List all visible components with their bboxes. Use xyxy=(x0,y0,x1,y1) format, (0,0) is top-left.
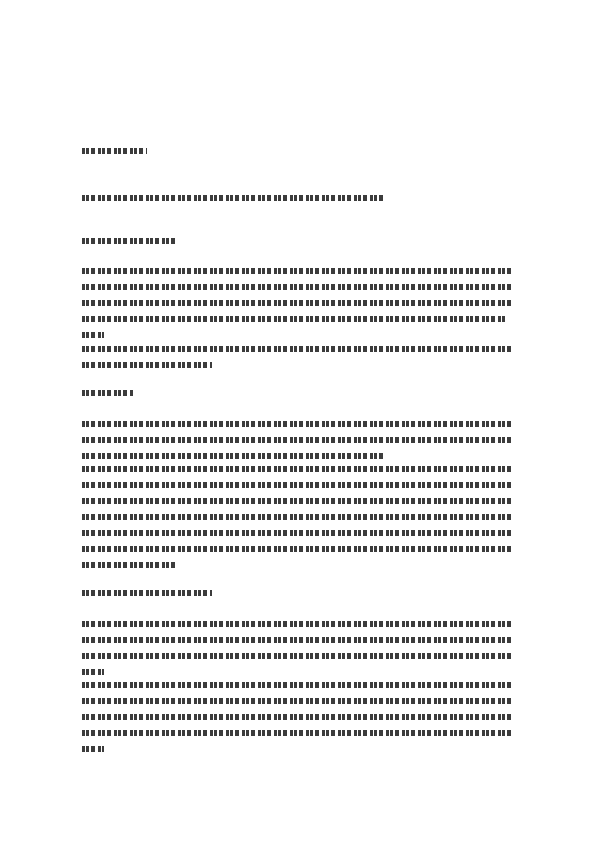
text-line xyxy=(82,268,514,274)
text-line xyxy=(82,530,514,536)
text-line xyxy=(82,698,514,704)
title-text xyxy=(82,195,384,201)
text-line xyxy=(82,637,514,643)
paragraph-3 xyxy=(82,421,514,469)
text-line xyxy=(82,453,384,459)
text-line xyxy=(82,669,104,675)
paragraph-5 xyxy=(82,621,514,685)
section-heading-text xyxy=(82,238,177,244)
text-line xyxy=(82,482,514,488)
text-line xyxy=(82,284,514,290)
text-line xyxy=(82,421,514,427)
text-line xyxy=(82,714,514,720)
text-line xyxy=(82,546,514,552)
text-line xyxy=(82,437,514,443)
text-line xyxy=(82,316,505,322)
text-line xyxy=(82,362,212,368)
text-line xyxy=(82,562,177,568)
paragraph-1 xyxy=(82,268,514,348)
text-line xyxy=(82,746,104,752)
text-line xyxy=(82,466,514,472)
section-heading-text xyxy=(82,590,212,596)
paragraph-2 xyxy=(82,346,514,378)
text-line xyxy=(82,730,514,736)
text-line xyxy=(82,332,104,338)
section-heading-2 xyxy=(82,390,514,406)
paragraph-6 xyxy=(82,682,514,762)
text-line xyxy=(82,514,514,520)
document-title xyxy=(82,195,514,211)
text-line xyxy=(82,346,514,352)
text-line xyxy=(82,621,514,627)
text-line xyxy=(82,498,514,504)
author-text xyxy=(82,148,147,154)
text-line xyxy=(82,653,514,659)
text-line xyxy=(82,300,514,306)
section-heading-3 xyxy=(82,590,514,606)
section-heading-1 xyxy=(82,238,514,254)
paragraph-4 xyxy=(82,466,514,578)
text-line xyxy=(82,682,514,688)
section-heading-text xyxy=(82,390,134,396)
author-line xyxy=(82,148,514,164)
